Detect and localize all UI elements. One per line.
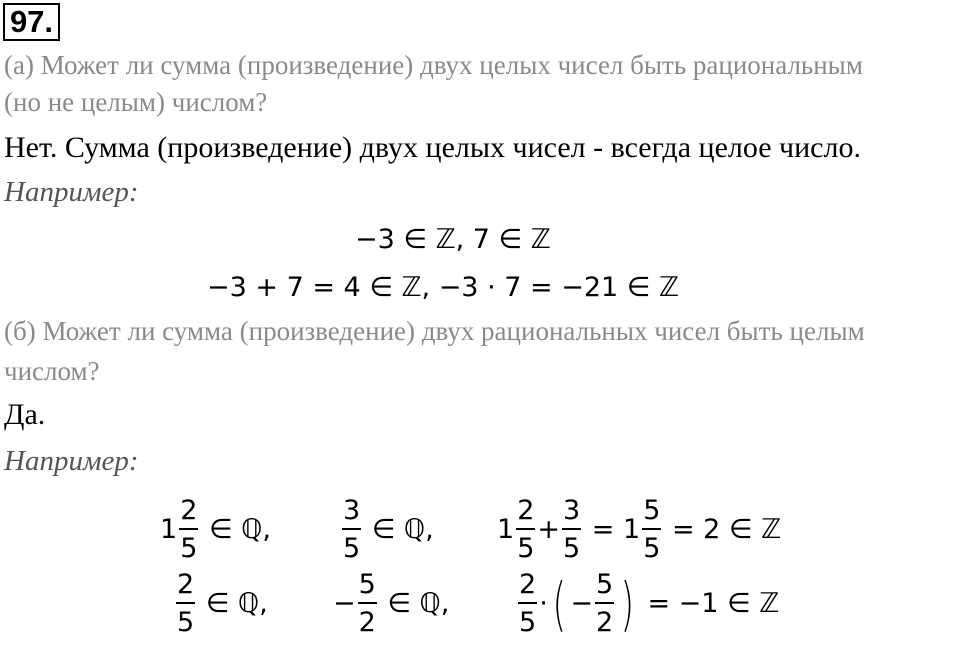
numerator: 5 bbox=[642, 497, 661, 530]
numerator: 2 bbox=[179, 497, 198, 530]
math-b-row1-col1 bbox=[160, 497, 271, 562]
denominator: 2 bbox=[358, 607, 376, 638]
fraction bbox=[176, 571, 195, 636]
math-b-row1-col3 bbox=[497, 497, 781, 562]
math-b-row1-col2 bbox=[340, 497, 434, 562]
fraction bbox=[642, 497, 661, 562]
math-b-row2-col2 bbox=[333, 571, 449, 636]
numerator: 3 bbox=[562, 497, 581, 530]
denominator: 5 bbox=[180, 533, 198, 564]
example-label-a: Например: bbox=[4, 176, 139, 208]
fraction bbox=[518, 571, 537, 636]
math-b-row2-col3 bbox=[516, 571, 779, 636]
question-b-line1: (б) Может ли сумма (произведение) двух рациональных чисел быть целым bbox=[4, 316, 865, 346]
membership: ∈ ℚ, bbox=[205, 588, 268, 619]
question-a-line1: (а) Может ли сумма (произведение) двух целых чисел быть рациональным bbox=[4, 50, 863, 80]
math-a-line1: −3 ∈ ℤ, 7 ∈ ℤ bbox=[355, 224, 551, 255]
right-paren: ) bbox=[620, 569, 635, 638]
problem-number: 97. bbox=[3, 3, 60, 41]
fraction bbox=[342, 497, 361, 562]
minus-sign: − bbox=[570, 588, 594, 619]
numerator: 2 bbox=[176, 571, 195, 604]
numerator: 5 bbox=[595, 571, 614, 604]
minus-sign: − bbox=[333, 588, 356, 619]
denominator: 5 bbox=[517, 533, 535, 564]
membership: ∈ ℚ, bbox=[208, 514, 271, 545]
left-paren: ( bbox=[552, 569, 566, 638]
answer-a: Нет. Сумма (произведение) двух целых чисел - всегда целое число. bbox=[4, 131, 861, 164]
answer-b: Да. bbox=[4, 398, 46, 431]
mixed-whole: 1 bbox=[497, 514, 515, 545]
numerator: 5 bbox=[358, 571, 377, 604]
numerator: 3 bbox=[342, 497, 361, 530]
dot-operator: · bbox=[539, 588, 548, 619]
denominator: 5 bbox=[519, 607, 537, 638]
denominator: 5 bbox=[643, 533, 661, 564]
denominator: 2 bbox=[596, 607, 614, 638]
membership: ∈ ℚ, bbox=[371, 514, 434, 545]
numerator: 2 bbox=[516, 497, 535, 530]
mixed-whole: 1 bbox=[623, 514, 641, 545]
equals-sign: = bbox=[591, 514, 615, 545]
fraction bbox=[179, 497, 198, 562]
question-a-line2: (но не целым) числом? bbox=[4, 87, 268, 117]
question-b-line2: числом? bbox=[4, 356, 100, 386]
result: = −1 ∈ ℤ bbox=[647, 588, 780, 619]
fraction bbox=[595, 571, 614, 636]
numerator: 2 bbox=[518, 571, 537, 604]
math-b-row2-col1 bbox=[174, 571, 268, 636]
mixed-whole: 1 bbox=[160, 514, 178, 545]
example-label-b: Например: bbox=[4, 445, 139, 477]
membership: ∈ ℚ, bbox=[387, 588, 450, 619]
denominator: 5 bbox=[177, 607, 195, 638]
fraction bbox=[516, 497, 535, 562]
math-a-line2: −3 + 7 = 4 ∈ ℤ, −3 · 7 = −21 ∈ ℤ bbox=[207, 272, 679, 303]
denominator: 5 bbox=[563, 533, 581, 564]
fraction bbox=[358, 571, 377, 636]
plus-sign: + bbox=[537, 514, 560, 545]
result: = 2 ∈ ℤ bbox=[671, 514, 782, 545]
denominator: 5 bbox=[343, 533, 361, 564]
fraction bbox=[562, 497, 581, 562]
